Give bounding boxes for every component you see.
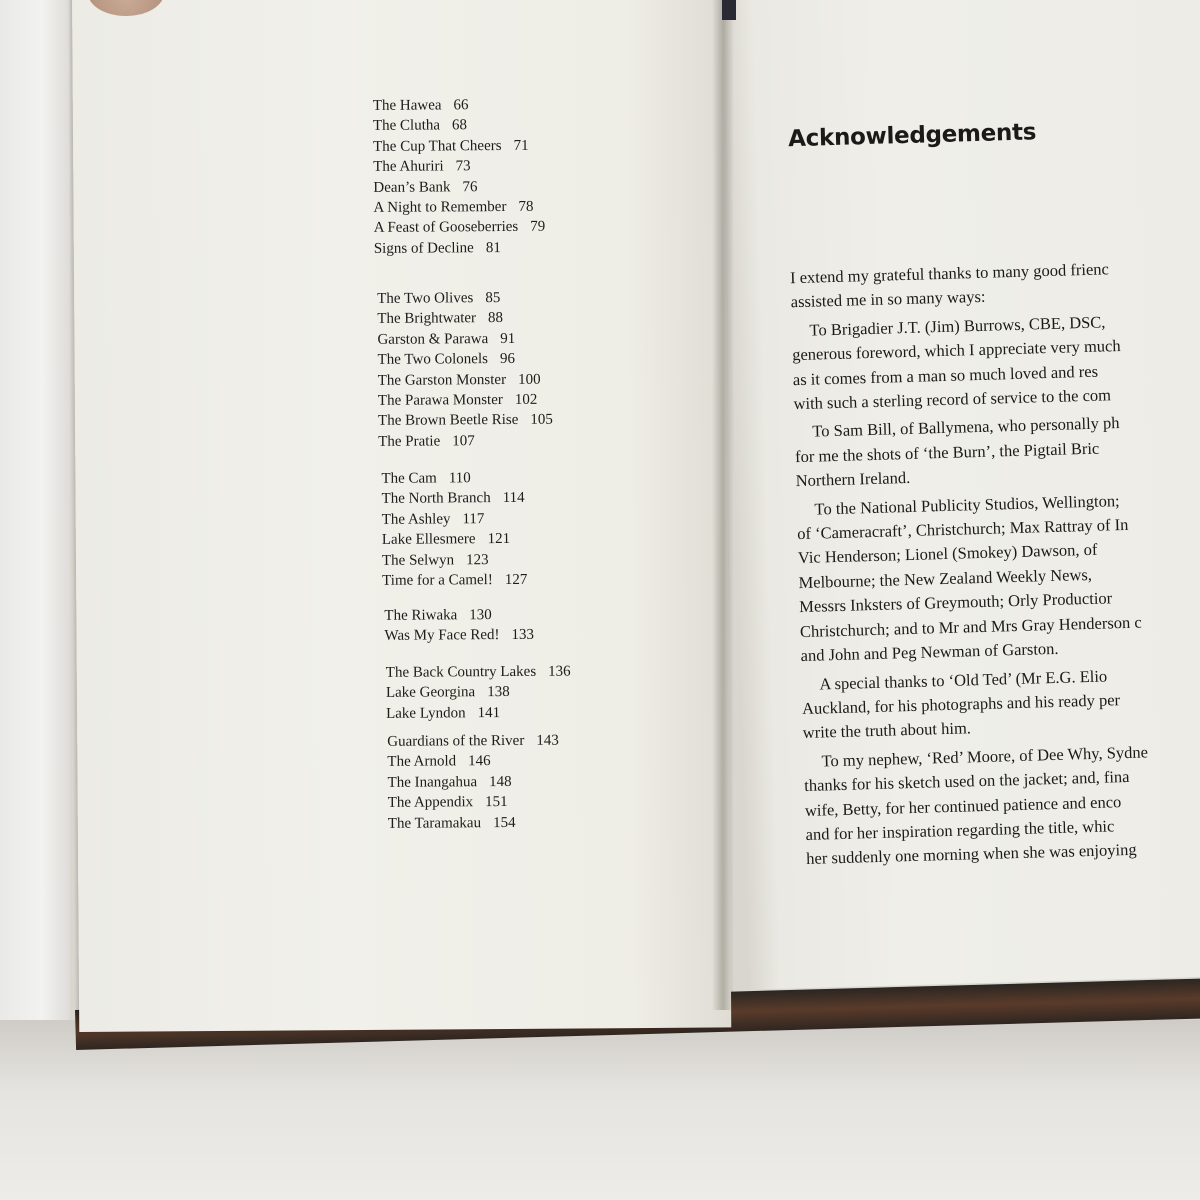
table-of-contents [72,0,731,990]
toc-page-number: 121 [487,531,511,548]
toc-entry [386,662,571,684]
toc-entry-title: The Parawa Monster [377,392,503,409]
toc-entry-title: A Feast of Gooseberries [373,219,519,237]
toc-entry [386,682,571,704]
toc-entry [378,390,553,412]
toc-entry-title: The Back Country Lakes [385,663,537,681]
toc-entry-title: The Taramakau [387,814,482,832]
text-line: her suddenly one morning when she was enjoying [806,840,1137,869]
toc-entry-title: Was My Face Red! [384,627,500,645]
toc-entry-title: A Night to Remember [373,199,507,216]
toc-page-number: 78 [518,198,534,215]
toc-page-number: 102 [514,391,538,408]
toc-entry [378,349,553,371]
toc-entry-title: The North Branch [381,490,491,508]
toc-page-number: 117 [462,510,485,528]
toc-entry-title: The Brightwater [377,310,477,328]
toc-page-number: 100 [517,371,541,388]
toc-entry [384,605,534,626]
toc-entry-list [373,95,546,259]
text-line: Christchurch; and to Mr and Mrs Gray Henderson c [799,612,1142,641]
toc-page-number: 79 [530,219,546,236]
toc-page-number: 66 [453,97,469,114]
text-line: for me the shots of ‘the Burn’, the Pigtail Bric [794,438,1100,466]
toc-entry [387,751,559,773]
toc-page-number: 85 [485,290,501,307]
text-line: To the National Publicity Studios, Wellington; [814,490,1120,519]
toc-entry [387,731,559,753]
toc-page-number: 136 [548,663,571,680]
page-title: Acknowledgements [787,119,1037,153]
toc-page-number: 141 [477,704,501,721]
toc-entry-list [386,662,571,725]
text-line: To Brigadier J.T. (Jim) Burrows, CBE, DSC, [809,312,1106,340]
contents-page [72,0,731,1032]
toc-entry [378,430,553,452]
toc-entry [382,509,527,530]
toc-entry [373,115,545,137]
toc-page-number: 138 [487,684,510,701]
toc-entry [378,369,553,391]
toc-entry-title: Dean’s Bank [373,178,451,196]
toc-entry-title: The Hawea [372,97,442,114]
toc-entry-title: The Appendix [387,794,474,812]
toc-entry-title: The Ahuriri [373,158,444,176]
toc-entry [373,156,545,178]
text-line: I extend my grateful thanks to many good frienc [789,259,1110,288]
acknowledgements-page [722,0,1200,990]
toc-entry [373,95,545,117]
text-line: and for her inspiration regarding the title, whic [805,816,1115,844]
toc-page-number: 68 [451,117,468,134]
text-line: assisted me in so many ways: [790,287,986,312]
toc-entry-title: The Brown Beetle Rise [377,412,519,430]
toc-entry [373,176,545,198]
book-gutter [712,0,734,1010]
toc-entry [378,410,553,432]
toc-page-number: 146 [468,753,491,770]
text-line: write the truth about him. [802,718,972,743]
text-line: generous foreword, which I appreciate very much [791,336,1121,365]
toc-entry-title: The Cam [381,470,437,487]
text-line: thanks for his sketch used on the jacket; and, fina [803,767,1130,796]
toc-entry-title: Lake Ellesmere [381,531,476,549]
toc-entry [387,771,559,793]
toc-entry-list [384,605,534,647]
text-line: and John and Peg Newman of Garston. [800,638,1059,666]
toc-page-number: 148 [489,773,512,790]
toc-entry [377,288,552,310]
toc-entry [388,812,560,834]
toc-page-number: 110 [448,470,471,487]
toc-entry [382,570,527,591]
toc-entry [384,625,534,646]
toc-entry-title: Signs of Decline [373,240,474,257]
toc-page-number: 105 [530,412,553,429]
toc-page-number: 88 [487,310,504,327]
toc-page-number: 154 [492,814,516,831]
toc-entry [382,549,527,570]
toc-entry [374,238,546,260]
spine-top [722,0,736,20]
text-line: Northern Ireland. [795,468,911,491]
toc-page-number: 123 [466,551,489,568]
toc-entry-title: The Two Colonels [377,351,488,369]
toc-entry-list [377,288,553,452]
toc-entry-title: Guardians of the River [387,732,525,750]
toc-page-number: 76 [462,178,478,195]
text-line: Messrs Inksters of Greymouth; Orly Productior [798,588,1113,617]
toc-entry [381,488,526,509]
text-line: Melbourne; the New Zealand Weekly News, [798,564,1093,592]
toc-entry-title: The Clutha [372,117,441,135]
toc-page-number: 130 [469,607,492,624]
text-line: To Sam Bill, of Ballymena, who personally ph [812,413,1120,442]
toc-page-number: 91 [500,330,516,347]
toc-entry-title: The Selwyn [381,551,455,569]
toc-entry [382,529,527,550]
text-line: as it comes from a man so much loved and res [792,361,1099,389]
acknowledgements-text [790,253,1200,872]
toc-entry-title: The Two Olives [377,290,474,307]
toc-page-number: 127 [504,571,528,589]
toc-page-number: 151 [485,794,508,811]
toc-entry-title: The Garston Monster [377,371,507,389]
toc-page-number: 114 [502,490,525,507]
toc-page-number: 107 [452,433,475,450]
toc-entry-title: Lake Georgina [385,684,476,702]
toc-page-number: 71 [513,137,529,154]
toc-entry-title: The Inangahua [387,774,478,791]
text-line: A special thanks to ‘Old Ted’ (Mr E.G. Elio [819,666,1108,694]
text-line: Vic Henderson; Lionel (Smokey) Dawson, of [797,540,1098,568]
text-line: of ‘Cameracraft’, Christchurch; Max Rattray of In [796,514,1129,544]
toc-entry-title: Lake Lyndon [386,705,466,722]
toc-entry-title: The Riwaka [384,607,458,624]
toc-entry [373,136,545,158]
toc-entry [388,792,560,814]
text-line: wife, Betty, for her continued patience and enco [804,791,1122,820]
toc-entry-title: The Pratie [378,433,441,450]
toc-entry-list [387,731,559,834]
toc-page-number: 143 [536,732,559,749]
toc-page-number: 133 [511,627,535,644]
toc-entry-title: The Arnold [387,753,457,771]
toc-entry-list [381,468,527,591]
toc-entry [373,197,545,219]
toc-entry-title: Time for a Camel! [382,572,493,589]
toc-entry [386,702,571,724]
toc-entry-title: Garston & Parawa [377,330,489,348]
toc-entry-title: The Ashley [381,511,451,528]
toc-entry [377,328,552,350]
toc-entry [381,468,526,489]
toc-entry [377,308,552,330]
text-line: Auckland, for his photographs and his ready per [801,690,1121,718]
text-line: with such a sterling record of service to the com [793,385,1112,414]
toc-entry-title: The Cup That Cheers [373,137,502,155]
toc-page-number: 73 [455,158,471,175]
toc-entry [374,217,546,239]
toc-page-number: 81 [485,239,501,256]
toc-page-number: 96 [499,351,515,368]
text-line: To my nephew, ‘Red’ Moore, of Dee Why, Sydne [821,742,1149,771]
